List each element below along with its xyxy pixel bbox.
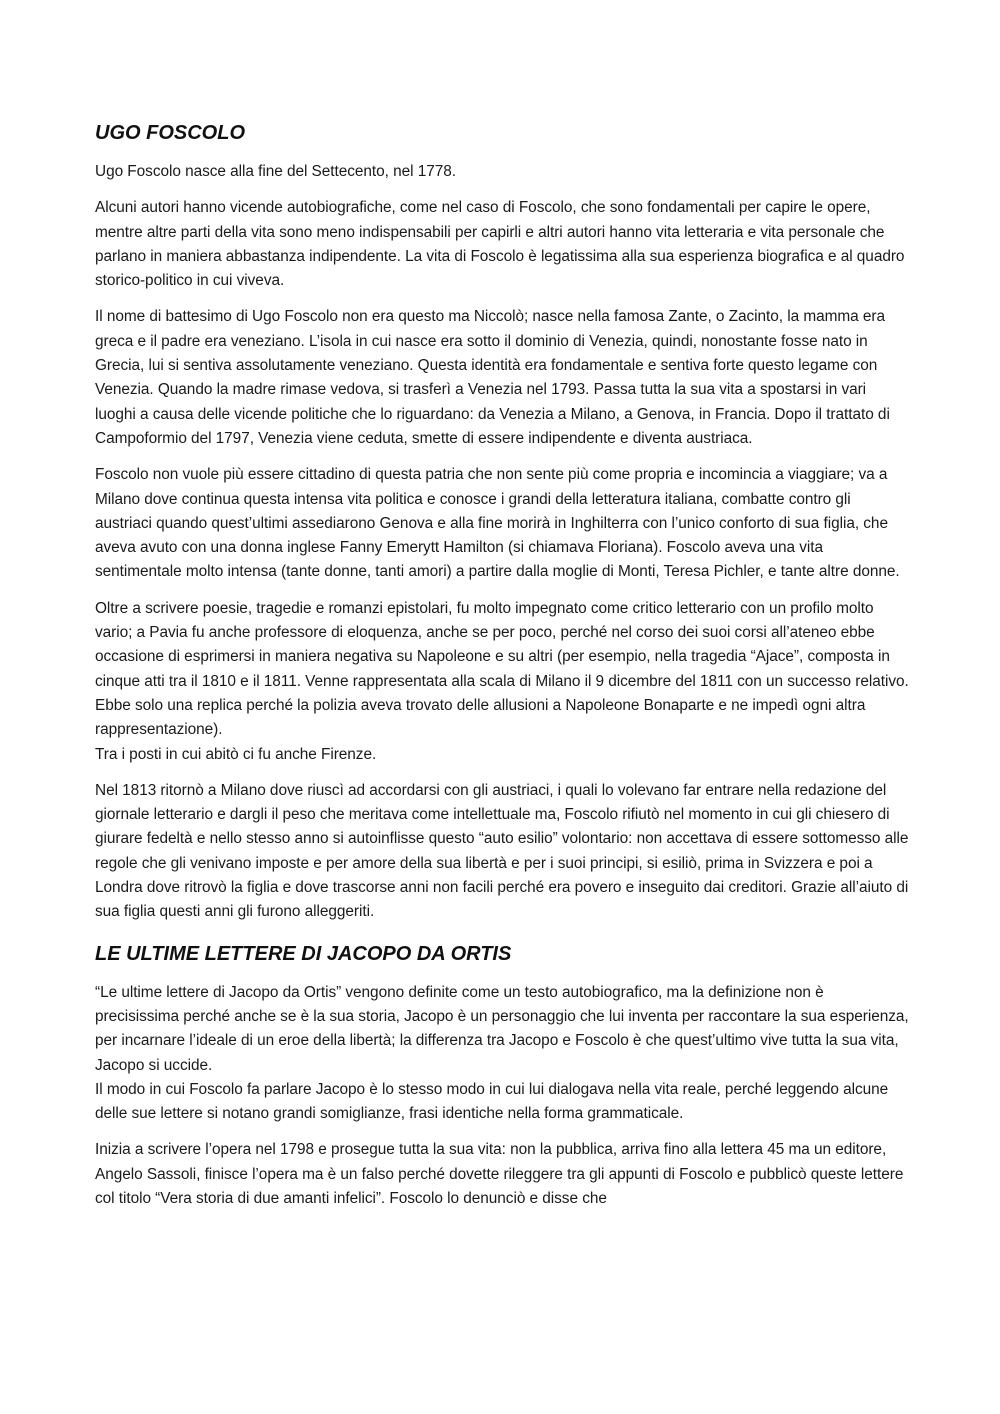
paragraph-line: Ugo Foscolo nasce alla fine del Settecento, nel 1778. (95, 163, 456, 180)
document-page (95, 118, 910, 1223)
paragraph-line: Il modo in cui Foscolo fa parlare Jacopo è lo stesso modo in cui lui dialogava nella vita reale, perché leggendo alcune delle sue lettere si notano grandi somiglianze, frasi identiche nella forma grammaticale. (95, 1080, 889, 1123)
paragraph-line: Nel 1813 ritornò a Milano dove riuscì ad accordarsi con gli austriaci, i quali lo volevano far entrare nella redazione del giornale letterario e dargli il peso che meritava come intellettuale ma, Foscolo rifiutò nel momento in cui gli chiesero di giurare fedeltà e nello stesso anno si autoinflisse questo “auto esilio” volontario: non accettava di essere sottomesso alle regole che gli venivano imposte e per amore della sua libertà e per i suoi principi, si esiliò, prima in Svizzera e poi a Londra dove ritrovò la figlia e dove trascorse anni non facili perché era povero e inseguito dai creditori. Grazie all’aiuto di sua figlia questi anni gli furono alleggeriti. (95, 781, 909, 921)
paragraph-line: Inizia a scrivere l’opera nel 1798 e prosegue tutta la sua vita: non la pubblica, arriva fino alla lettera 45 ma un editore, Angelo Sassoli, finisce l’opera ma è un falso perché dovette rileggere tra gli appunti di Foscolo e pubblicò queste lettere col titolo “Vera storia di due amanti infelici”. Foscolo lo denunciò e disse che (95, 1141, 904, 1207)
paragraph-autobiography (95, 196, 910, 293)
paragraph-line: Alcuni autori hanno vicende autobiografiche, come nel caso di Foscolo, che sono fondamentali per capire le opere, mentre altre parti della vita sono meno indispensabili per capirli e altri autori hanno vita letteraria e vita personale che parlano in maniera abbastanza indipendente. La vita di Foscolo è legatissima alla sua esperienza biografica e al quadro storico-politico in cui viveva. (95, 199, 905, 290)
paragraph-line: Tra i posti in cui abitò ci fu anche Firenze. (95, 745, 377, 763)
paragraph-birth (95, 160, 910, 184)
paragraph-origins (95, 305, 910, 451)
section-title-jacopo-ortis: LE ULTIME LETTERE DI JACOPO DA ORTIS (95, 942, 512, 965)
paragraph-ortis-writing (95, 1138, 910, 1211)
paragraph-works (95, 597, 910, 767)
section-title-ugo-foscolo: UGO FOSCOLO (95, 122, 245, 144)
paragraph-travels (95, 463, 910, 584)
paragraph-line: Foscolo non vuole più essere cittadino di questa patria che non sente più come propria e incomincia a viaggiare; va a Milano dove continua questa intensa vita politica e conosce i grandi della letteratura italiana, combatte contro gli austriaci quando quest’ultimi assediarono Genova e alla fine morirà in Inghilterra con l’unico conforto di sua figlia, che aveva avuto con una donna inglese Fanny Emerytt Hamilton (si chiamava Floriana). Foscolo aveva una vita sentimentale molto intensa (tante donne, tanti amori) a partire dalla moglie di Monti, Teresa Pichler, e tante altre donne. (95, 466, 900, 581)
paragraph-line: Il nome di battesimo di Ugo Foscolo non era questo ma Niccolò; nasce nella famosa Zante, o Zacinto, la mamma era greca e il padre era veneziano. L’isola in cui nasce era sotto il dominio di Venezia, quindi, nonostante fosse nato in Grecia, lui si sentiva assolutamente veneziano. Questa identità era fondamentale e sentiva forte questo legame con Venezia. Quando la madre rimase vedova, si trasferì a Venezia nel 1793. Passa tutta la sua vita a spostarsi in vari luoghi a causa delle vicende politiche che lo riguardano: da Venezia a Milano, a Genova, in Francia. Dopo il trattato di Campoformio del 1797, Venezia viene ceduta, smette di essere indipendente e diventa austriaca. (95, 308, 890, 447)
paragraph-line: Oltre a scrivere poesie, tragedie e romanzi epistolari, fu molto impegnato come critico letterario con un profilo molto vario; a Pavia fu anche professore di eloquenza, anche se per poco, perché nel corso dei suoi corsi all’ateneo ebbe occasione di esprimersi in maniera negativa su Napoleone e su altri (per esempio, nella tragedia “Ajace”, composta in cinque atti tra il 1810 e il 1811. Venne rappresentata alla scala di Milano il 9 dicembre del 1811 con un successo relativo. Ebbe solo una replica perché la polizia aveva trovato delle allusioni a Napoleone Bonaparte e ne impedì ogni altra rappresentazione). (95, 599, 909, 739)
paragraph-exile (95, 779, 910, 925)
paragraph-ortis-intro (95, 981, 910, 1127)
paragraph-line: “Le ultime lettere di Jacopo da Ortis” vengono definite come un testo autobiografico, ma la definizione non è precisissima perché anche se è la sua storia, Jacopo è un personaggio che lui inventa per raccontare la sua esperienza, per incarnare l’ideale di un eroe della libertà; la differenza tra Jacopo e Foscolo è che quest’ultimo vive tutta la sua vita, Jacopo si uccide. (95, 983, 909, 1074)
